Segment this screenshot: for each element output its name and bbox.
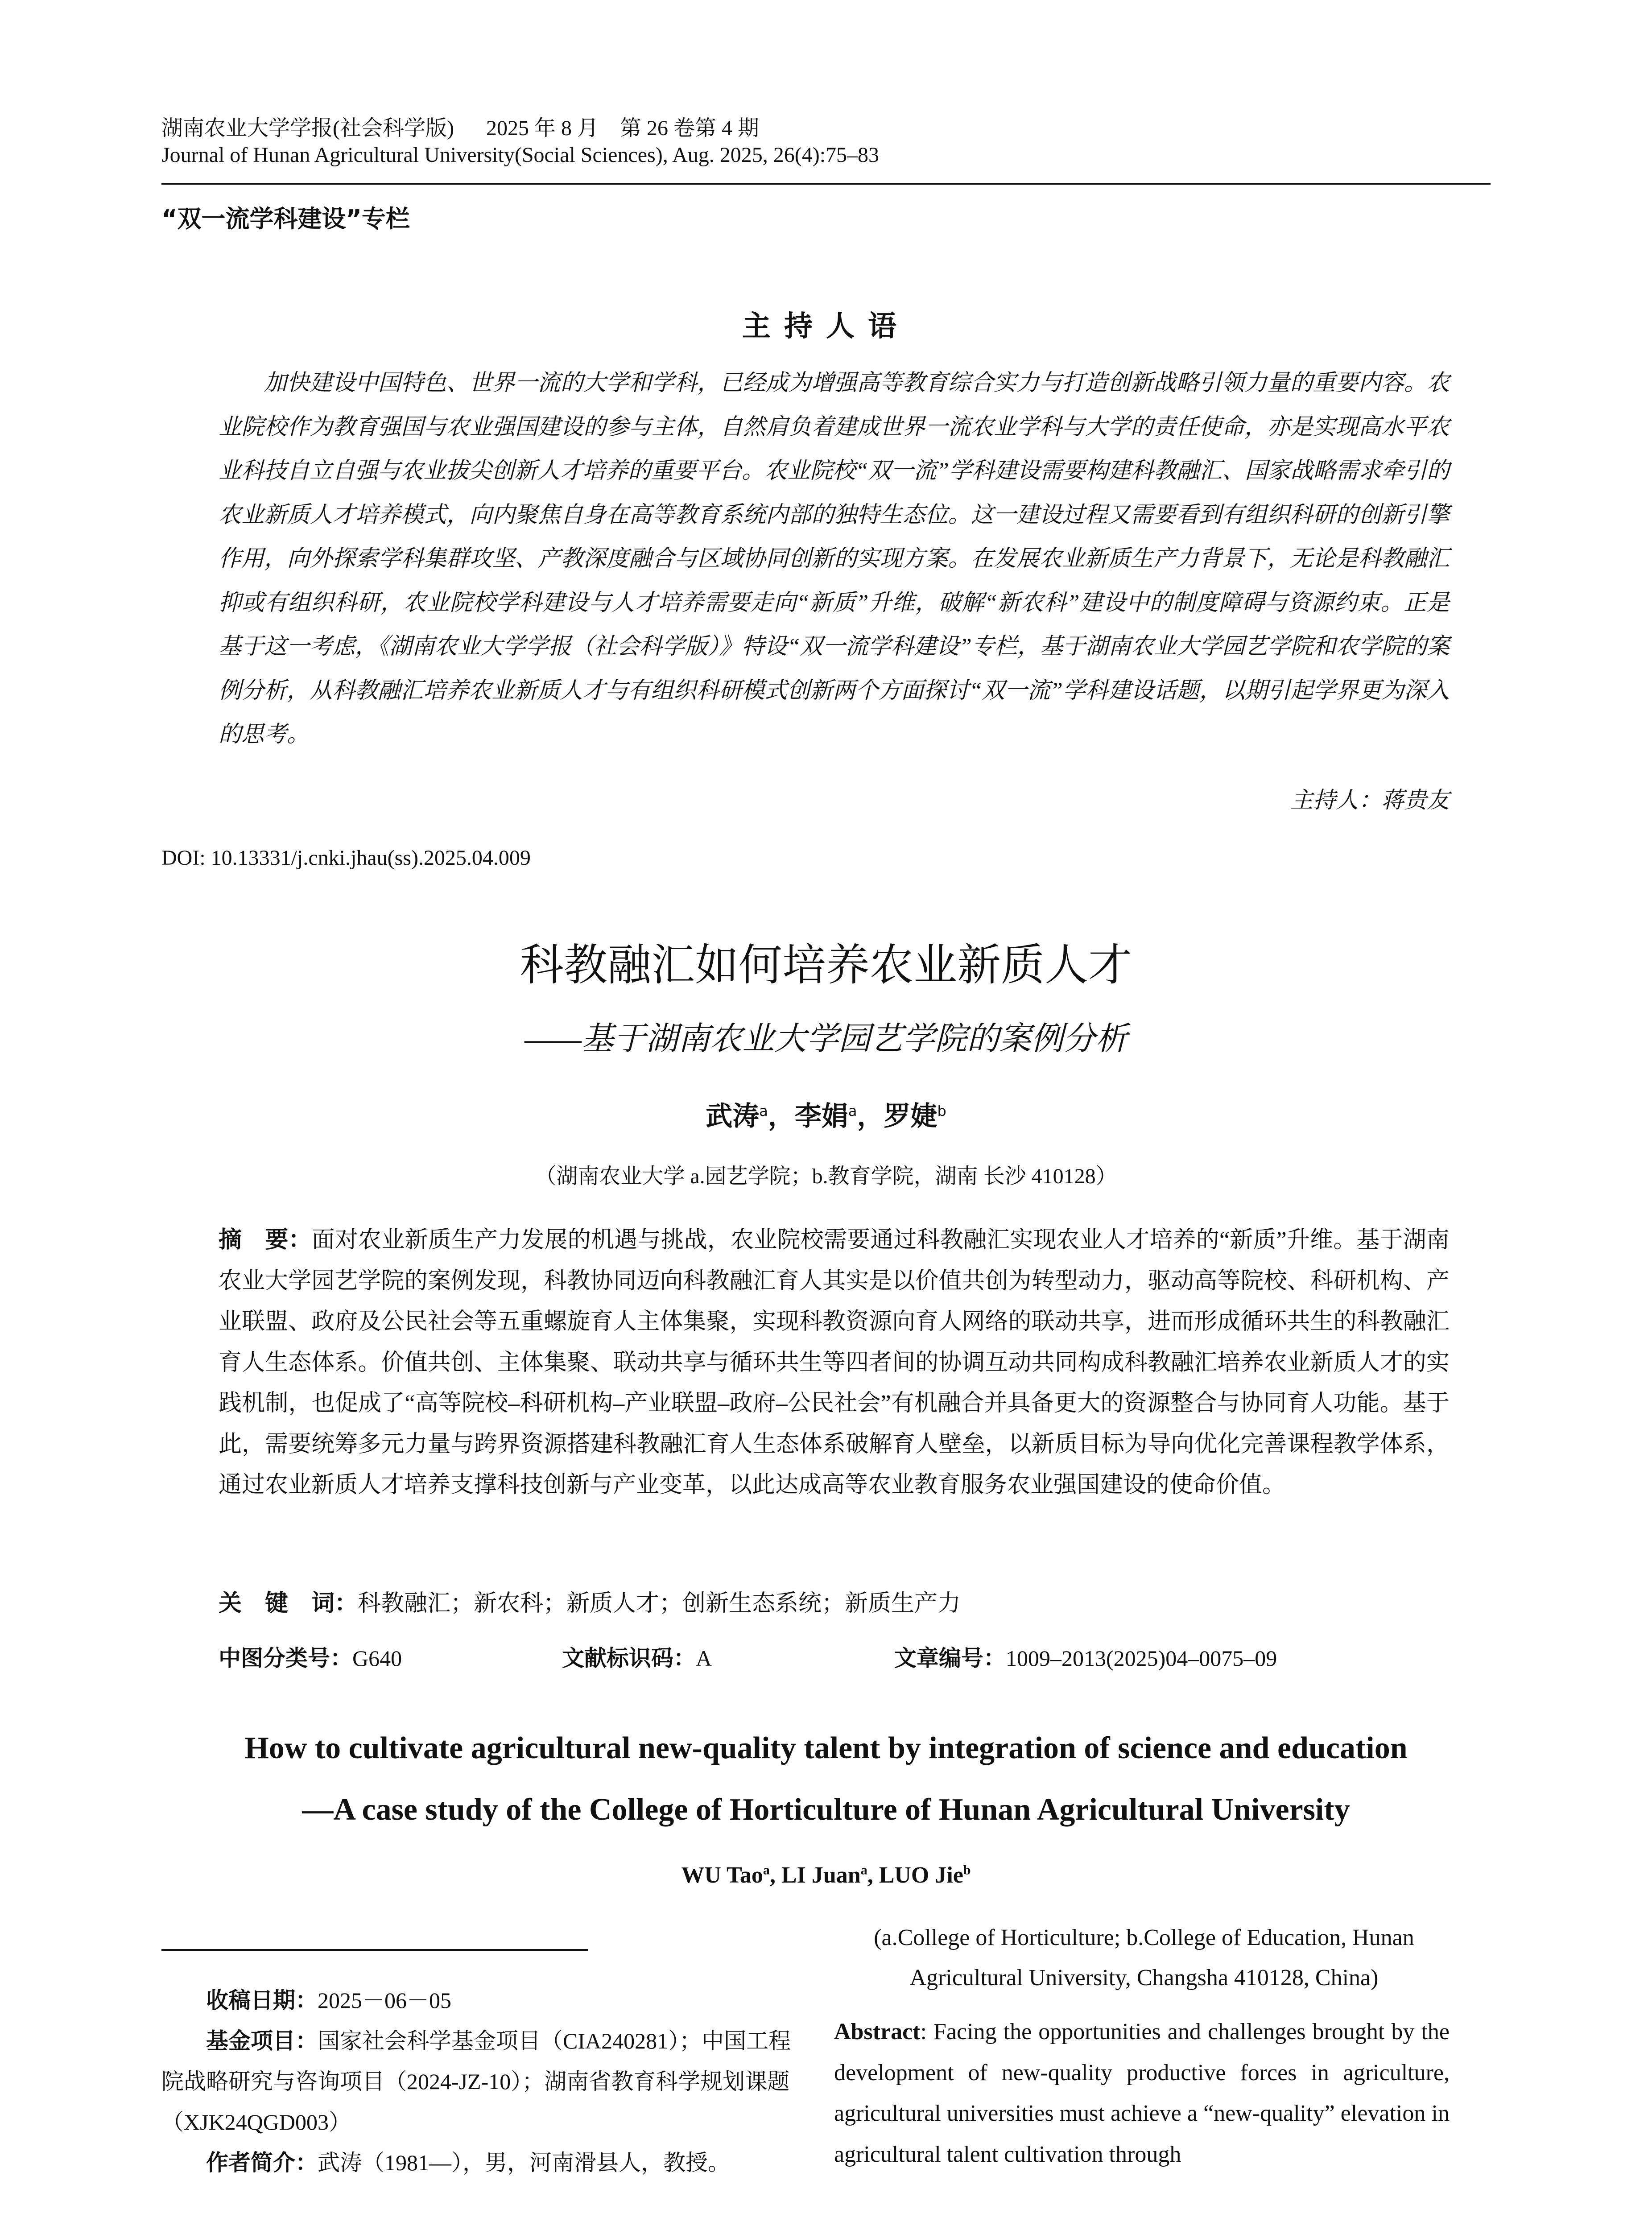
author-1-cn: 武涛: [706, 1101, 760, 1132]
title-cn: 科教融汇如何培养农业新质人才: [520, 940, 1132, 991]
fund-value: 国家社会科学基金项目（CIA240281）；中国工程院战略研究与咨询项目（2024-JZ-10）；湖南省教育科学规划课题（XJK24QGD003）: [161, 2028, 791, 2135]
clc-value: G640: [352, 1646, 402, 1671]
footnote-received: [161, 1980, 813, 2021]
author-2-affil-en: a: [860, 1862, 867, 1878]
subtitle-cn: ——基于湖南农业大学园艺学院的案例分析: [524, 1021, 1128, 1057]
author-separator: ，: [768, 1101, 795, 1132]
author-1-affil: a: [759, 1103, 768, 1119]
abstract-en: [834, 2011, 1450, 2175]
issue-info-cn: 2025 年 8 月 第 26 卷第 4 期: [486, 116, 759, 140]
doc-value: A: [696, 1646, 712, 1671]
journal-header-cn: [161, 111, 759, 141]
abstract-label-cn: 摘 要：: [219, 1226, 312, 1253]
article-number: [894, 1640, 1277, 1672]
author-3-en: LUO Jie: [879, 1862, 963, 1888]
keywords-text-cn: 科教融汇；新农科；新质人才；创新生态系统；新质生产力: [358, 1591, 961, 1616]
authors-cn: [0, 1095, 1652, 1133]
author-3-cn: 罗婕: [884, 1101, 938, 1132]
affiliation-en-line-1: (a.College of Horticulture; b.College of Education, Hunan: [874, 1925, 1414, 1950]
author-2-en: LI Juan: [781, 1862, 861, 1888]
author-3-affil: b: [937, 1103, 946, 1119]
authors-en: [0, 1862, 1652, 1888]
abstract-cn: [219, 1220, 1450, 1506]
received-value: 2025－06－05: [318, 1988, 451, 2013]
author-3-affil-en: b: [963, 1862, 971, 1878]
doc-code: [562, 1640, 712, 1672]
article-label: 文章编号：: [894, 1645, 1006, 1671]
author-2-cn: 李娟: [794, 1101, 848, 1132]
host-signature: 主持人：蒋贵友: [1290, 788, 1450, 813]
doc-label: 文献标识码：: [562, 1645, 696, 1671]
author-separator-en: ,: [867, 1862, 879, 1888]
doi: DOI: 10.13331/j.cnki.jhau(ss).2025.04.009: [161, 846, 531, 870]
title-en: How to cultivate agricultural new-quality talent by integration of science and education: [244, 1731, 1408, 1765]
affiliation-en-line-2: Agricultural University, Changsha 410128, China): [909, 1965, 1379, 1990]
author-1-en: WU Tao: [681, 1862, 763, 1888]
footnote-author: [161, 2143, 813, 2183]
author-1-affil-en: a: [763, 1862, 770, 1878]
author-2-affil: a: [848, 1103, 857, 1119]
header-rule: [161, 183, 1491, 185]
received-label: 收稿日期：: [206, 1987, 318, 2013]
affiliation-cn: （湖南农业大学 a.园艺学院；b.教育学院，湖南 长沙 410128）: [535, 1165, 1117, 1188]
clc-label: 中图分类号：: [219, 1645, 352, 1671]
affiliation-en: [834, 1918, 1454, 1998]
article-value: 1009–2013(2025)04–0075–09: [1006, 1646, 1277, 1671]
author-separator-en: ,: [769, 1862, 781, 1888]
abstract-label-en: Abstract: [834, 2019, 921, 2044]
column-tag: “双一流学科建设”专栏: [161, 205, 410, 233]
author-bio-value: 武涛（1981—），男，河南滑县人，教授。: [318, 2150, 730, 2175]
footnotes: [161, 1980, 813, 2183]
keywords-label-cn: 关 键 词：: [219, 1590, 358, 1617]
author-separator: ，: [857, 1101, 884, 1132]
abstract-text-cn: 面对农业新质生产力发展的机遇与挑战，农业院校需要通过科教融汇实现农业人才培养的“新质”升维。基于湖南农业大学园艺学院的案例发现，科教协同迈向科教融汇育人其实是以价值共创为转型动力，驱动高等院校、科研机构、产业联盟、政府及公民社会等五重螺旋育人主体集聚，实现科教资源向育人网络的联动共享，进而形成循环共生的科教融汇育人生态体系。价值共创、主体集聚、联动共享与循环共生等四者间的协调互动共同构成科教融汇培养农业新质人才的实践机制，也促成了“高等院校–科研机构–产业联盟–政府–公民社会”有机融合并具备更大的资源整合与协同育人功能。基于此，需要统筹多元力量与跨界资源搭建科教融汇育人生态体系破解育人壁垒，以新质目标为导向优化完善课程教学体系，通过农业新质人才培养支撑科技创新与产业变革，以此达成高等农业教育服务农业强国建设的使命价值。: [219, 1227, 1450, 1498]
subtitle-en: —A case study of the College of Horticulture of Hunan Agricultural University: [302, 1792, 1350, 1827]
keywords-cn: [219, 1584, 1450, 1618]
clc-code: [219, 1640, 402, 1672]
footnote-rule: [161, 1949, 588, 1951]
journal-header-en: Journal of Hunan Agricultural University(Social Sciences), Aug. 2025, 26(4):75–83: [161, 143, 880, 167]
fund-label: 基金项目：: [206, 2028, 318, 2054]
abstract-text-en: : Facing the opportunities and challenges brought by the development of new-quality productive forces in agriculture, agricultural universities must achieve a “new-quality” elevation in agricultural talent cultivation through: [834, 2019, 1450, 2167]
journal-name-cn: 湖南农业大学学报(社会科学版): [161, 116, 454, 140]
footnote-fund: [161, 2021, 813, 2143]
host-remarks-title: 主持人语: [742, 310, 910, 343]
author-bio-label: 作者简介：: [206, 2150, 318, 2176]
host-remarks-body: 加快建设中国特色、世界一流的大学和学科，已经成为增强高等教育综合实力与打造创新战略引领力量的重要内容。农业院校作为教育强国与农业强国建设的参与主体，自然肩负着建成世界一流农业学科与大学的责任使命，亦是实现高水平农业科技自立自强与农业拔尖创新人才培养的重要平台。农业院校“双一流”学科建设需要构建科教融汇、国家战略需求牵引的农业新质人才培养模式，向内聚焦自身在高等教育系统内部的独特生态位。这一建设过程又需要看到有组织科研的创新引擎作用，向外探索学科集群攻坚、产教深度融合与区域协同创新的实现方案。在发展农业新质生产力背景下，无论是科教融汇抑或有组织科研，农业院校学科建设与人才培养需要走向“新质”升维，破解“新农科”建设中的制度障碍与资源约束。正是基于这一考虑，《湖南农业大学学报（社会科学版）》特设“双一流学科建设”专栏，基于湖南农业大学园艺学院和农学院的案例分析，从科教融汇培养农业新质人才与有组织科研模式创新两个方面探讨“双一流”学科建设话题，以期引起学界更为深入的思考。: [219, 371, 1450, 747]
